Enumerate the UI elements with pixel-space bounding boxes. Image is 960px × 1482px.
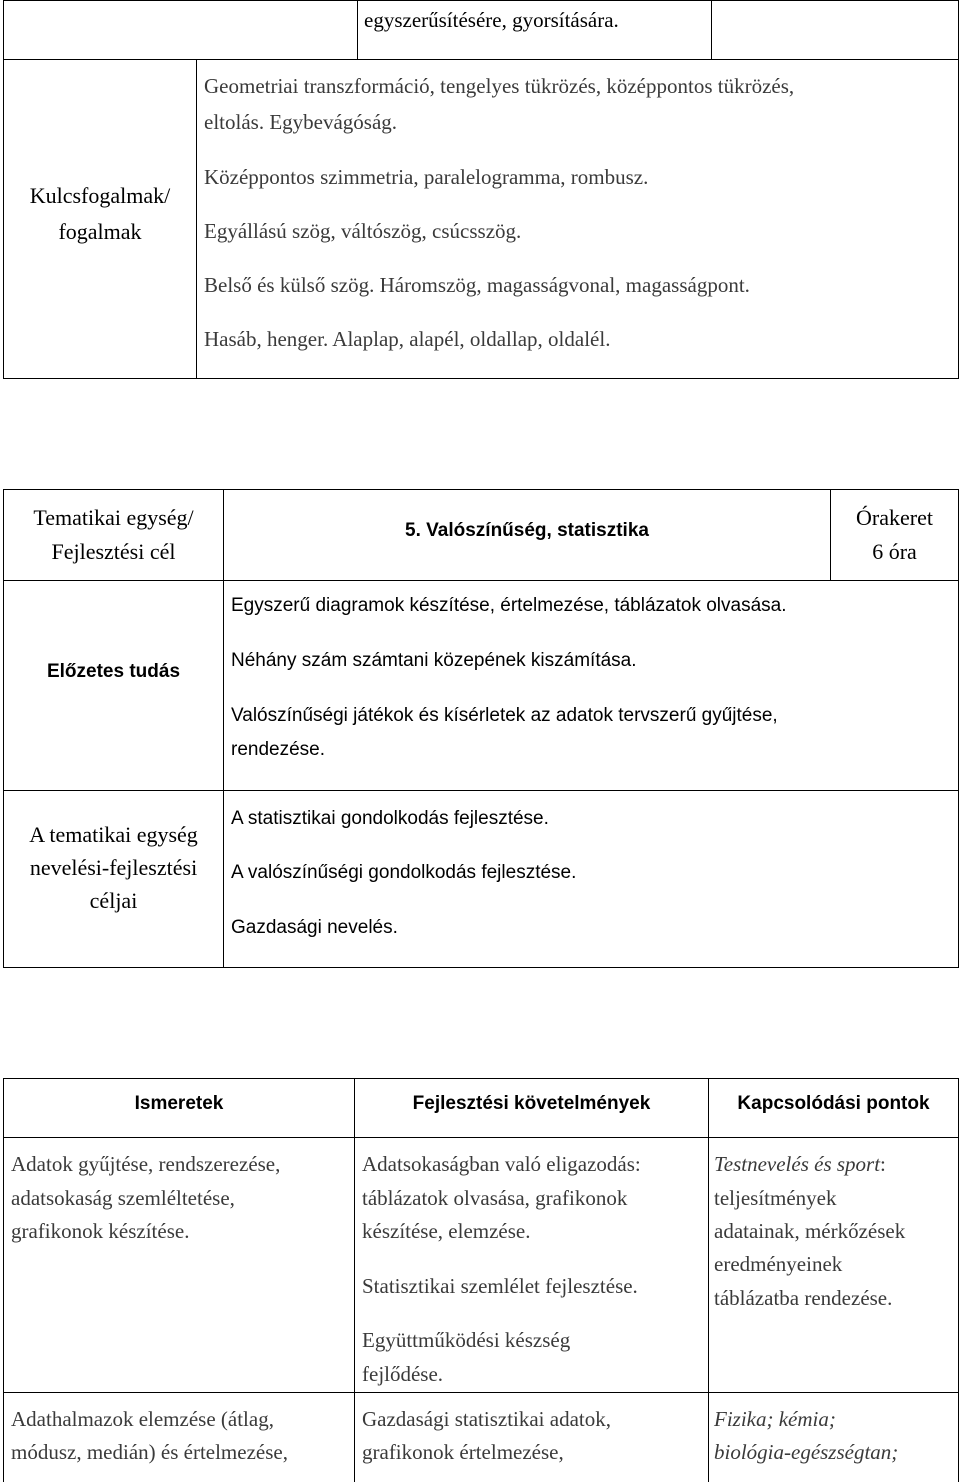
table3-row2-col1 (3, 1392, 355, 1482)
table3-row1-col2-line-1: táblázatok olvasása, grafikonok (362, 1186, 628, 1210)
table3-header-ismeretek: Ismeretek (134, 1093, 224, 1114)
table2-prior-label: Előzetes tudás (46, 661, 181, 682)
table3-row1-col3-colon: : (880, 1152, 886, 1176)
table3-row1-col1-line-2: grafikonok készítése. (11, 1219, 190, 1243)
table1-line-4: Belső és külső szög. Háromszög, magasságvonal, magasságpont. (204, 273, 750, 297)
table3-row1-col3-line-3: eredményeinek (714, 1252, 843, 1276)
table1-line-3: Egyállású szög, váltószög, csúcsszög. (204, 219, 522, 243)
table1-line-0: Geometriai transzformáció, tengelyes tükrözés, középpontos tükrözés, (204, 74, 795, 98)
table3-row2-col1-line-0: Adathalmazok elemzése (átlag, (11, 1407, 274, 1431)
table2-hours (830, 501, 959, 569)
table2-goals-line-2: Gazdasági nevelés. (231, 917, 398, 938)
table2-prior-line-1: Néhány szám számtani közepének kiszámítása. (231, 650, 637, 671)
table1-top-right-cell (711, 0, 959, 60)
table2-goals-label-line1: A tematikai egység (29, 822, 198, 847)
table3-row2-col3-line-0: Fizika; kémia; (714, 1407, 836, 1431)
table3-row1-col3-subject: Testnevelés és sport (714, 1152, 881, 1176)
table3-header-fejlesztesi: Fejlesztési követelmények (412, 1093, 651, 1114)
table3-row1-col2-line-3: Statisztikai szemlélet fejlesztése. (362, 1274, 638, 1298)
table1-line-5: Hasáb, henger. Alaplap, alapél, oldallap, oldalél. (204, 327, 611, 351)
table3-row2-col3 (708, 1392, 959, 1482)
table3-row1-col1-line-1: adatsokaság szemléltetése, (11, 1186, 235, 1210)
table2-hours-label: Órakeret (856, 505, 933, 530)
table2-header-label (3, 501, 224, 569)
table2-title: 5. Valószínűség, statisztika (405, 520, 649, 541)
table3-row2-col2 (354, 1392, 709, 1482)
table3-header-kapcsolodasi: Kapcsolódási pontok (737, 1093, 930, 1114)
table3-row2-col1-line-1: módusz, medián) és értelmezése, (11, 1440, 288, 1464)
table1-line-2: Középpontos szimmetria, paralelogramma, rombusz. (204, 165, 649, 189)
table2-goals-line-0: A statisztikai gondolkodás fejlesztése. (231, 808, 549, 829)
table3-row1-col2-line-4: Együttműködési készség (362, 1328, 571, 1352)
table2-prior-line-2: Valószínűségi játékok és kísérletek az adatok tervszerű gyűjtése, (231, 705, 778, 726)
table3-row1-col1-line-0: Adatok gyűjtése, rendszerezése, (11, 1152, 281, 1176)
table1-top-text: egyszerűsítésére, gyorsítására. (364, 8, 619, 32)
table3-row1-col2-line-0: Adatsokaságban való eligazodás: (362, 1152, 641, 1176)
table2-goals-label-line2: nevelési-fejlesztési (29, 855, 198, 880)
table2-goals-label-line3: céljai (89, 888, 138, 913)
table3-row1-col3-line-0 (714, 1152, 886, 1177)
table3-row1-col3-line-1: teljesítmények (714, 1186, 837, 1210)
table3-row1-col2-line-5: fejlődése. (362, 1362, 444, 1386)
table1-line-1: eltolás. Egybevágóság. (204, 110, 398, 134)
table3-row1-col3-line-4: táblázatba rendezése. (714, 1286, 893, 1310)
table3-row2-col3-line-1: biológia-egészségtan; (714, 1440, 899, 1464)
table1-label (3, 178, 197, 250)
table1-label-line2: fogalmak (58, 219, 142, 244)
table1-label-line1: Kulcsfogalmak/ (29, 183, 171, 208)
table3-row2-col2-line-0: Gazdasági statisztikai adatok, (362, 1407, 611, 1431)
table3-row1-col2-line-2: készítése, elemzése. (362, 1219, 531, 1243)
table2-prior-label-cell (3, 580, 224, 791)
table1-top-left-cell (3, 0, 358, 60)
table2-header-label-line1: Tematikai egység/ (33, 505, 194, 530)
table2-hours-value: 6 óra (872, 539, 917, 564)
table2-goals-line-1: A valószínűségi gondolkodás fejlesztése. (231, 862, 577, 883)
table3-row2-col2-line-1: grafikonok értelmezése, (362, 1440, 564, 1464)
table2-prior-line-0: Egyszerű diagramok készítése, értelmezése, táblázatok olvasása. (231, 595, 787, 616)
table2-goals-label (3, 818, 224, 917)
table3-row1-col3-line-2: adatainak, mérkőzések (714, 1219, 906, 1243)
table2-prior-line-3: rendezése. (231, 739, 326, 760)
table2-header-label-line2: Fejlesztési cél (51, 539, 176, 564)
